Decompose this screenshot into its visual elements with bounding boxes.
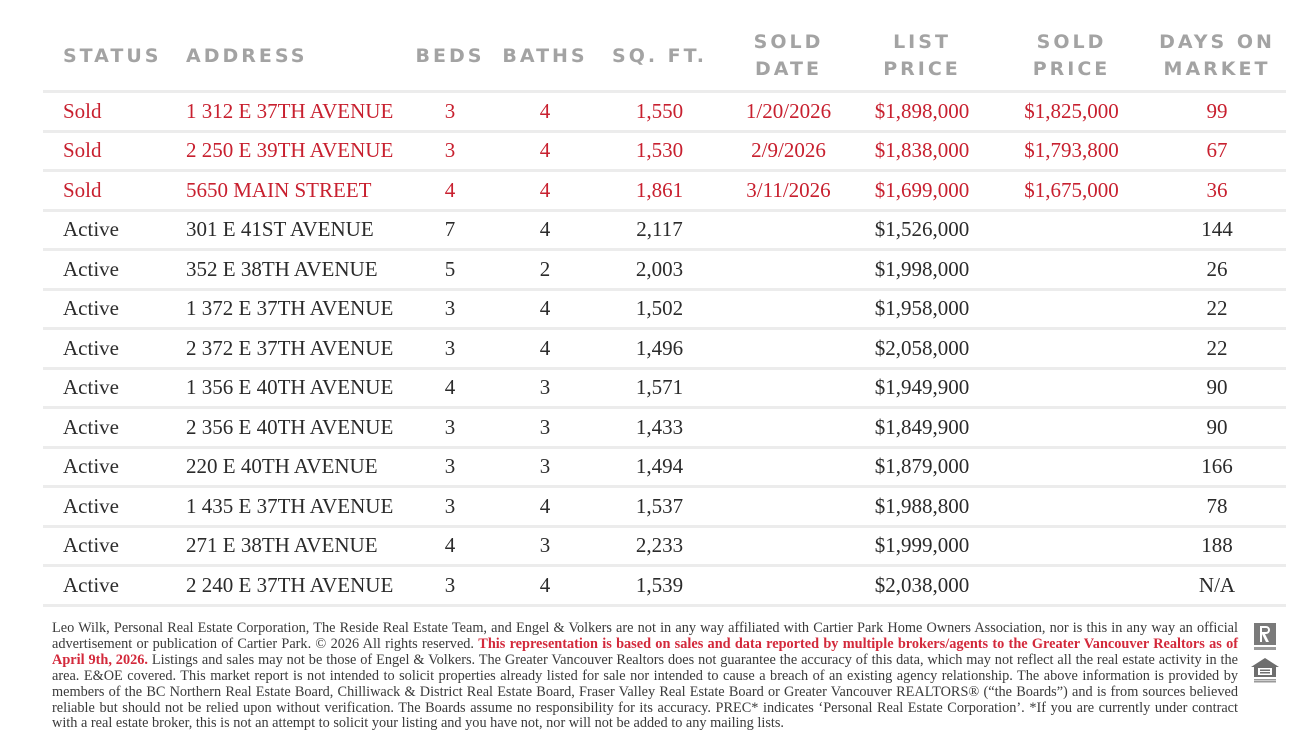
cell-sqft: 2,233 [591,526,728,566]
cell-sold-date [728,487,849,527]
cell-address: 2 240 E 37TH AVENUE [166,566,401,606]
realtor-logo-icon [1254,623,1276,651]
cell-status: Active [43,250,166,290]
cell-days-on-market: 188 [1148,526,1286,566]
cell-sqft: 1,537 [591,487,728,527]
cell-days-on-market: 90 [1148,408,1286,448]
cell-list-price: $2,058,000 [849,329,995,369]
cell-days-on-market: 26 [1148,250,1286,290]
cell-sold-price [995,368,1148,408]
table-row [43,131,1286,171]
cell-baths: 4 [499,329,591,369]
cell-baths: 3 [499,368,591,408]
cell-beds: 3 [401,131,499,171]
cell-sold-price [995,329,1148,369]
cell-beds: 3 [401,566,499,606]
table-header-row [43,26,1286,92]
cell-address: 271 E 38TH AVENUE [166,526,401,566]
cell-beds: 3 [401,329,499,369]
cell-baths: 4 [499,171,591,211]
cell-days-on-market: 78 [1148,487,1286,527]
cell-sold-price [995,566,1148,606]
header-status: STATUS [43,26,166,92]
disclaimer-text [52,621,1238,732]
cell-list-price: $2,038,000 [849,566,995,606]
cell-address: 2 356 E 40TH AVENUE [166,408,401,448]
table-row [43,329,1286,369]
cell-list-price: $1,958,000 [849,289,995,329]
cell-beds: 4 [401,368,499,408]
cell-sqft: 1,571 [591,368,728,408]
header-address: ADDRESS [166,26,401,92]
cell-status: Sold [43,171,166,211]
table-row [43,171,1286,211]
table-row [43,289,1286,329]
cell-sold-date [728,526,849,566]
cell-sold-date [728,447,849,487]
cell-status: Active [43,447,166,487]
disclaimer-highlight: This representation is based on sales and data reported by multiple brokers/agents to the Greater Vancouver Realtors as of April 9th, 2026. [52,635,1238,668]
cell-sqft: 1,530 [591,131,728,171]
cell-status: Active [43,566,166,606]
cell-days-on-market: 90 [1148,368,1286,408]
cell-baths: 4 [499,289,591,329]
cell-status: Active [43,408,166,448]
cell-sold-date: 1/20/2026 [728,92,849,132]
cell-days-on-market: 22 [1148,329,1286,369]
cell-list-price: $1,526,000 [849,210,995,250]
header-sold-price: SOLD PRICE [995,26,1148,92]
table-row [43,210,1286,250]
cell-beds: 3 [401,289,499,329]
cell-list-price: $1,879,000 [849,447,995,487]
header-beds: BEDS [401,26,499,92]
cell-list-price: $1,999,000 [849,526,995,566]
cell-sold-price [995,447,1148,487]
cell-days-on-market: 144 [1148,210,1286,250]
cell-days-on-market: 67 [1148,131,1286,171]
cell-sold-date [728,329,849,369]
cell-sold-date: 2/9/2026 [728,131,849,171]
cell-sqft: 2,117 [591,210,728,250]
cell-sqft: 1,550 [591,92,728,132]
logos [1250,623,1280,683]
cell-list-price: $1,838,000 [849,131,995,171]
cell-sold-price: $1,793,800 [995,131,1148,171]
cell-list-price: $1,898,000 [849,92,995,132]
cell-address: 1 312 E 37TH AVENUE [166,92,401,132]
cell-sold-price [995,210,1148,250]
cell-sold-price [995,526,1148,566]
table-row [43,408,1286,448]
cell-status: Active [43,289,166,329]
cell-days-on-market: N/A [1148,566,1286,606]
equal-housing-opportunity-icon [1250,657,1280,683]
table-row [43,487,1286,527]
cell-address: 352 E 38TH AVENUE [166,250,401,290]
cell-baths: 4 [499,210,591,250]
listings-table [43,26,1286,607]
cell-address: 1 372 E 37TH AVENUE [166,289,401,329]
table-row [43,447,1286,487]
cell-baths: 4 [499,487,591,527]
cell-sold-price: $1,675,000 [995,171,1148,211]
header-list-price: LIST PRICE [849,26,995,92]
listings-table-container [43,26,1286,607]
table-row [43,368,1286,408]
cell-address: 301 E 41ST AVENUE [166,210,401,250]
cell-days-on-market: 166 [1148,447,1286,487]
cell-status: Active [43,210,166,250]
cell-sqft: 1,502 [591,289,728,329]
header-sqft: SQ. FT. [591,26,728,92]
cell-beds: 3 [401,408,499,448]
cell-days-on-market: 36 [1148,171,1286,211]
cell-beds: 7 [401,210,499,250]
cell-status: Sold [43,131,166,171]
header-baths: BATHS [499,26,591,92]
cell-sold-date [728,566,849,606]
cell-list-price: $1,949,900 [849,368,995,408]
cell-list-price: $1,699,000 [849,171,995,211]
cell-beds: 5 [401,250,499,290]
cell-status: Active [43,487,166,527]
table-body [43,92,1286,606]
cell-baths: 4 [499,92,591,132]
header-sold-date: SOLD DATE [728,26,849,92]
cell-list-price: $1,998,000 [849,250,995,290]
cell-sold-price [995,487,1148,527]
disclaimer-part2: Listings and sales may not be those of Engel & Volkers. The Greater Vancouver Realtors does not guarantee the accuracy of this data, which may not reflect all the real estate activity in the area. E&OE covered. This market report is not intended to solicit properties already listed for sale nor intended to cause a breach of an existing agency relationship. The above information is provided by members of the BC Northern Real Estate Board, Chilliwack & District Real Estate Board, Fraser Valley Real Estate Board or Greater Vancouver REALTORS® (“the Boards”) and is from sources believed reliable but should not be relied upon without verification. The Boards assume no responsibility for its accuracy. PREC* indicates ‘Personal Real Estate Corporation’. *If you are currently under contract with a real estate broker, this is not an attempt to solicit your listing and you have not, nor will not be added to any mailing lists. [52,651,1238,732]
cell-sqft: 2,003 [591,250,728,290]
cell-baths: 3 [499,526,591,566]
cell-sold-price [995,250,1148,290]
cell-sqft: 1,539 [591,566,728,606]
cell-sqft: 1,496 [591,329,728,369]
cell-status: Active [43,329,166,369]
cell-sold-date [728,289,849,329]
cell-sqft: 1,433 [591,408,728,448]
cell-address: 5650 MAIN STREET [166,171,401,211]
cell-sold-date [728,210,849,250]
cell-status: Sold [43,92,166,132]
cell-beds: 4 [401,526,499,566]
cell-baths: 2 [499,250,591,290]
cell-baths: 3 [499,447,591,487]
header-days-on-market: DAYS ON MARKET [1148,26,1286,92]
cell-list-price: $1,849,900 [849,408,995,448]
cell-baths: 4 [499,131,591,171]
cell-sold-price [995,289,1148,329]
cell-address: 220 E 40TH AVENUE [166,447,401,487]
cell-address: 2 250 E 39TH AVENUE [166,131,401,171]
cell-status: Active [43,368,166,408]
cell-baths: 3 [499,408,591,448]
table-row [43,566,1286,606]
cell-beds: 3 [401,92,499,132]
cell-address: 1 435 E 37TH AVENUE [166,487,401,527]
cell-address: 2 372 E 37TH AVENUE [166,329,401,369]
disclaimer-part1: Leo Wilk, Personal Real Estate Corporation, The Reside Real Estate Team, and Engel & Volkers are not in any way affiliated with Cartier Park Home Owners Association, nor is this in any way an official advertisement or publication of Cartier Park. © 2026 All rights reserved. [52,620,1238,652]
cell-baths: 4 [499,566,591,606]
cell-beds: 4 [401,171,499,211]
cell-list-price: $1,988,800 [849,487,995,527]
cell-sold-date: 3/11/2026 [728,171,849,211]
cell-days-on-market: 99 [1148,92,1286,132]
cell-sqft: 1,861 [591,171,728,211]
cell-sold-price: $1,825,000 [995,92,1148,132]
cell-days-on-market: 22 [1148,289,1286,329]
cell-address: 1 356 E 40TH AVENUE [166,368,401,408]
cell-status: Active [43,526,166,566]
cell-sold-date [728,408,849,448]
table-row [43,250,1286,290]
cell-beds: 3 [401,447,499,487]
cell-sold-price [995,408,1148,448]
table-row [43,92,1286,132]
cell-sqft: 1,494 [591,447,728,487]
table-row [43,526,1286,566]
cell-sold-date [728,250,849,290]
cell-sold-date [728,368,849,408]
cell-beds: 3 [401,487,499,527]
